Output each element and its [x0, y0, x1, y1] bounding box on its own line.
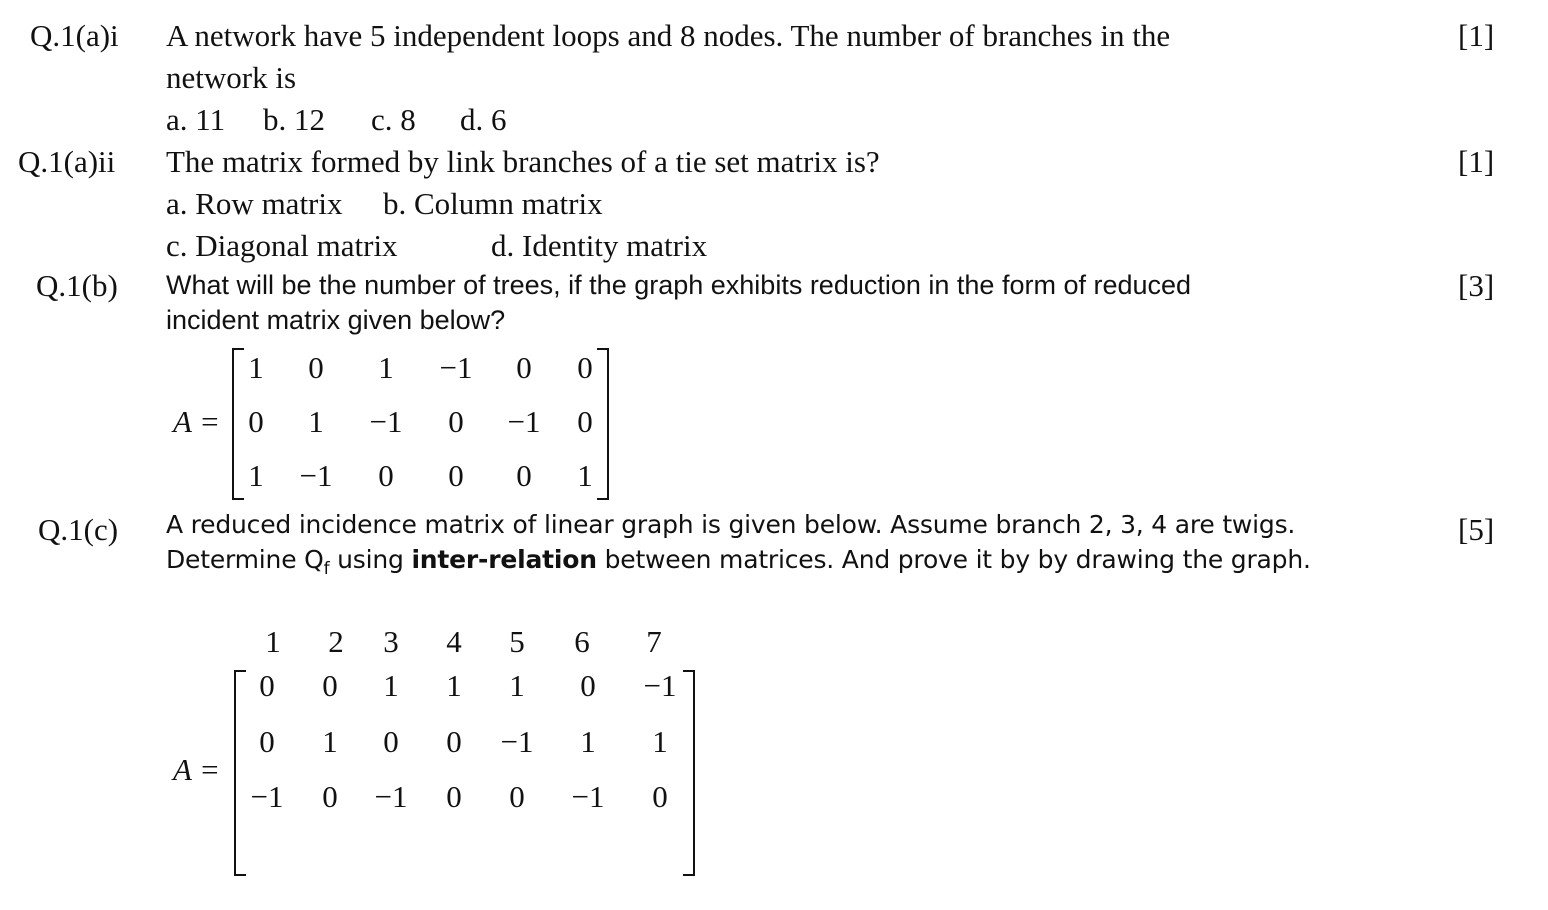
matrix-cell: −1: [369, 404, 403, 439]
question-number: Q.1(b): [36, 268, 118, 303]
matrix-cell: 0: [259, 724, 275, 759]
option-d: d. Identity matrix: [491, 228, 708, 263]
matrix-cell: 0: [248, 404, 264, 439]
column-header: 5: [509, 624, 525, 659]
column-header: 6: [574, 624, 590, 659]
question-number: Q.1(c): [38, 512, 119, 547]
matrix-cell: 1: [580, 724, 596, 759]
marks-badge: [3]: [1458, 268, 1495, 303]
matrix-label: A =: [173, 404, 221, 439]
option-a: a. Row matrix: [166, 186, 343, 221]
option-a: a. 11: [166, 102, 226, 137]
matrix-cell: 0: [378, 458, 394, 493]
marks-badge: [1]: [1458, 18, 1495, 53]
matrix-cell: 0: [577, 350, 593, 385]
bold-text: inter-relation: [411, 545, 597, 574]
matrix-cell: 0: [322, 779, 338, 814]
matrix-cell: 1: [446, 668, 462, 703]
matrix-cell: 0: [516, 458, 532, 493]
matrix-cell: 1: [322, 724, 338, 759]
matrix-cell: 1: [383, 668, 399, 703]
matrix-cell: 0: [652, 779, 668, 814]
question-number: Q.1(a)ii: [18, 144, 116, 179]
matrix-cell: −1: [250, 779, 284, 814]
matrix-label: A =: [173, 752, 221, 787]
question-text-line: The matrix formed by link branches of a tie set matrix is?: [166, 144, 880, 179]
question-text-line: What will be the number of trees, if the graph exhibits reduction in the form of reduced: [166, 270, 1192, 300]
column-header: 4: [446, 624, 462, 659]
matrix-cell: 1: [248, 350, 264, 385]
matrix-cell: 0: [580, 668, 596, 703]
matrix-cell: 1: [248, 458, 264, 493]
option-c: c. 8: [371, 102, 416, 137]
question-number: Q.1(a)i: [30, 18, 119, 53]
marks-badge: [5]: [1458, 512, 1495, 547]
matrix-cell: 0: [516, 350, 532, 385]
text-segment: Determine Q: [166, 545, 324, 574]
subscript: f: [323, 559, 330, 579]
matrix-cell: −1: [507, 404, 541, 439]
question-text-line: A reduced incidence matrix of linear graph is given below. Assume branch 2, 3, 4 are twigs.: [166, 510, 1296, 539]
matrix-cell: 0: [577, 404, 593, 439]
matrix-cell: −1: [500, 724, 534, 759]
column-header: 2: [328, 624, 344, 659]
matrix-cell: 0: [322, 668, 338, 703]
matrix-cell: −1: [643, 668, 677, 703]
option-b: b. 12: [263, 102, 325, 137]
question-text-line: [166, 544, 1311, 585]
text-segment: between matrices. And prove it by by drawing the graph.: [596, 545, 1311, 574]
option-b: b. Column matrix: [383, 186, 603, 221]
marks-badge: [1]: [1458, 144, 1495, 179]
column-header: 1: [265, 624, 281, 659]
matrix-cell: 1: [308, 404, 324, 439]
question-text-line: network is: [166, 60, 297, 95]
matrix-cell: 0: [448, 458, 464, 493]
matrix-cell: 1: [652, 724, 668, 759]
matrix-cell: 0: [509, 779, 525, 814]
matrix-cell: 1: [577, 458, 593, 493]
matrix-cell: 0: [383, 724, 399, 759]
column-header: 7: [646, 624, 662, 659]
text-segment: using: [329, 545, 412, 574]
matrix-cell: −1: [299, 458, 333, 493]
column-header: 3: [383, 624, 399, 659]
option-d: d. 6: [460, 102, 507, 137]
matrix-cell: 0: [446, 724, 462, 759]
question-text-line: A network have 5 independent loops and 8 nodes. The number of branches in the: [166, 18, 1171, 53]
matrix-cell: 1: [509, 668, 525, 703]
matrix-cell: −1: [374, 779, 408, 814]
matrix-cell: 0: [259, 668, 275, 703]
matrix-cell: 0: [308, 350, 324, 385]
matrix-cell: −1: [439, 350, 473, 385]
matrix-cell: −1: [571, 779, 605, 814]
question-text-line: incident matrix given below?: [166, 305, 506, 335]
matrix-cell: 0: [446, 779, 462, 814]
matrix-cell: 0: [448, 404, 464, 439]
option-c: c. Diagonal matrix: [166, 228, 398, 263]
matrix-cell: 1: [378, 350, 394, 385]
